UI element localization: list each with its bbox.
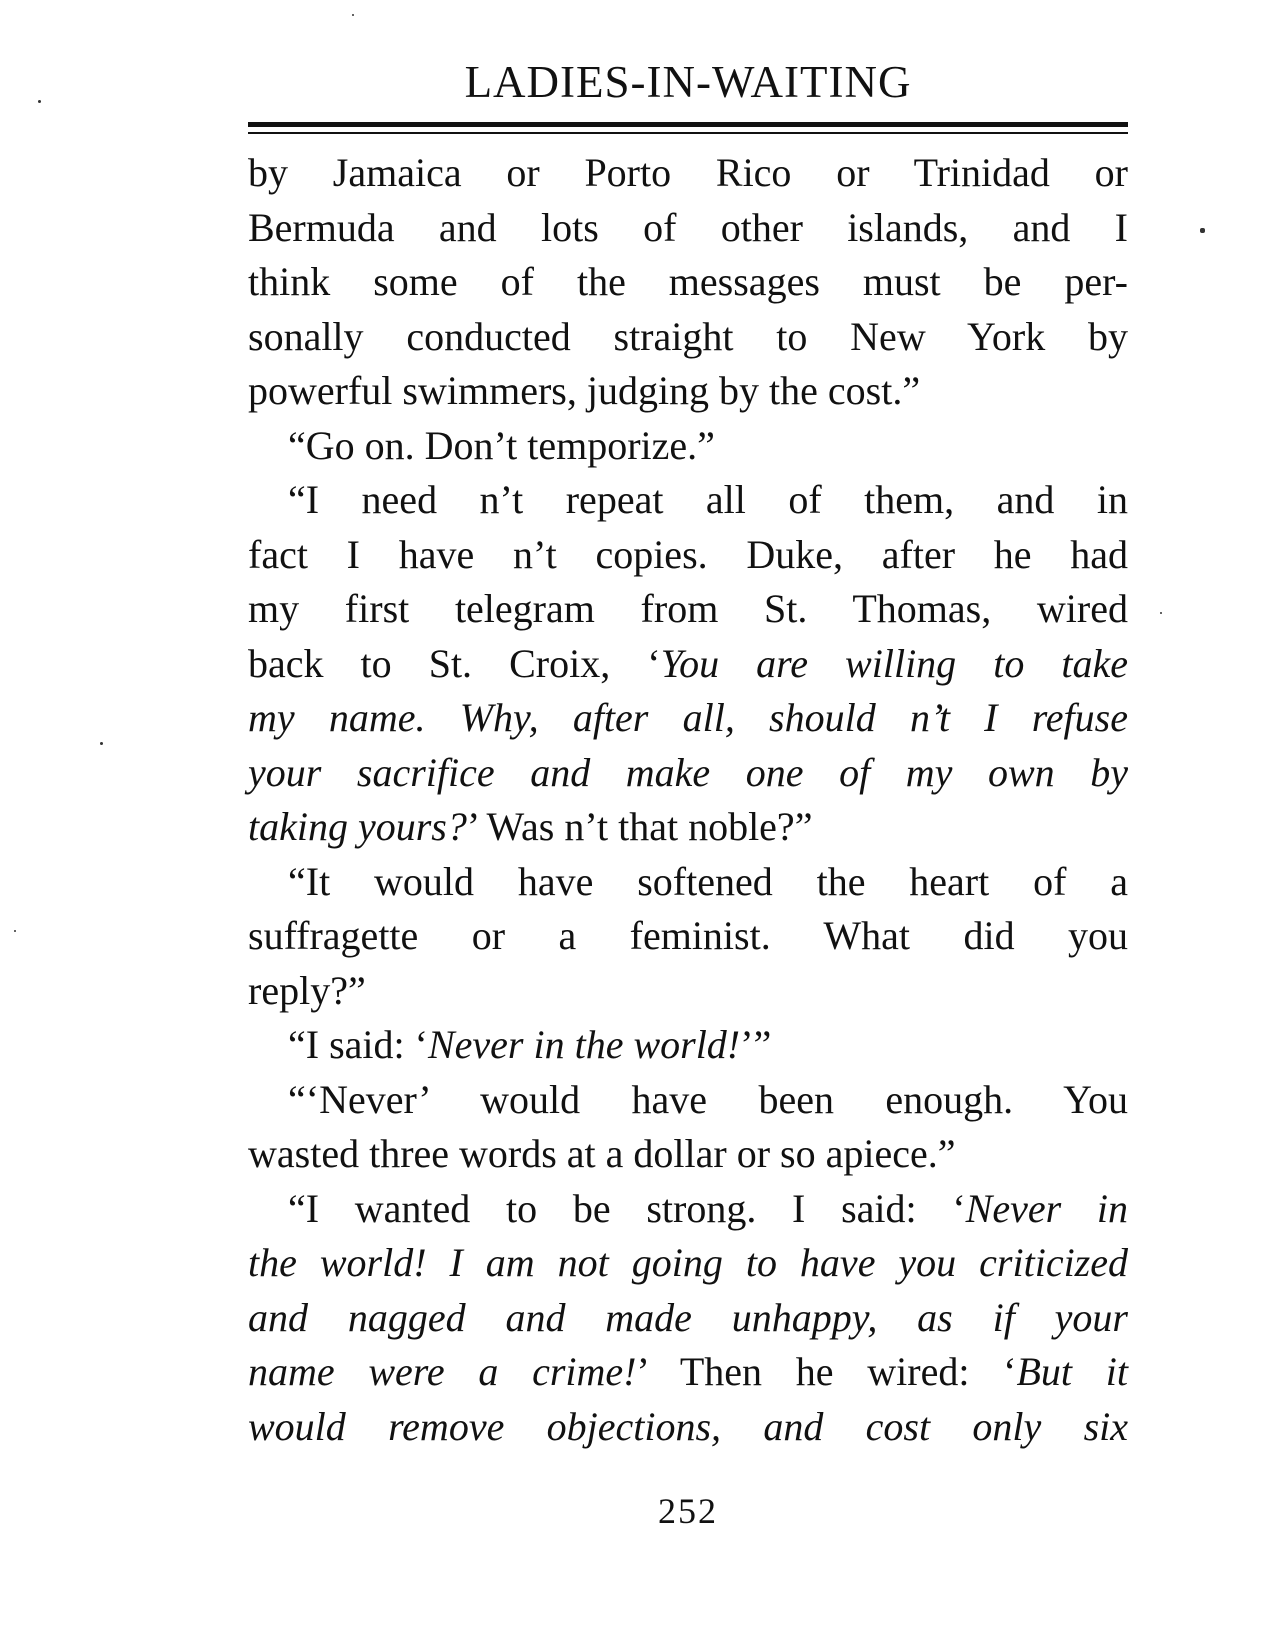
roman-text: back to St. Croix, ‘ [248, 640, 661, 686]
header-rule-thick [248, 122, 1128, 127]
text-line [248, 419, 1128, 474]
italic-text: Never in the world! [427, 1022, 741, 1067]
italic-text: would remove objections, and cost only six [248, 1403, 1128, 1449]
roman-text: “I need n’t repeat all of them, and in [288, 477, 1128, 522]
roman-text: “It would have softened the heart of a [288, 858, 1128, 904]
running-head: LADIES-IN-WAITING [464, 57, 912, 107]
roman-text: by Jamaica or Porto Rico or Trinidad or [248, 150, 1128, 195]
roman-text: fact I have n’t copies. Duke, after he had [248, 531, 1128, 577]
italic-text: But it [1016, 1349, 1129, 1394]
scan-speck [1200, 228, 1205, 233]
italic-text: my name. Why, after all, should n’t I refuse [248, 695, 1128, 740]
scan-speck [38, 100, 41, 103]
text-line [248, 1291, 1128, 1346]
roman-text: “Go on. Don’t temporize.” [288, 422, 715, 468]
text-line [248, 1400, 1128, 1455]
roman-text: powerful swimmers, judging by the cost.” [248, 368, 921, 413]
roman-text: think some of the messages must be per- [248, 259, 1128, 304]
page-number: 252 [658, 1491, 718, 1531]
text-line [248, 146, 1128, 201]
header-rule-thin [248, 132, 1128, 134]
text-line [248, 310, 1128, 365]
scan-speck [14, 930, 16, 932]
roman-text: sonally conducted straight to New York by [248, 313, 1128, 359]
text-line [248, 528, 1128, 583]
roman-text: wasted three words at a dollar or so apiece.” [248, 1131, 956, 1176]
italic-text: your sacrifice and make one of my own by [248, 749, 1128, 795]
roman-text: suffragette or a feminist. What did you [248, 913, 1128, 958]
text-line [248, 1182, 1128, 1237]
text-line [248, 255, 1128, 310]
text-line [248, 964, 1128, 1019]
roman-text: “I said: ‘ [288, 1022, 428, 1067]
text-line [248, 909, 1128, 964]
italic-text: the world! I am not going to have you criticized [248, 1240, 1128, 1285]
roman-text: ’ Then he wired: ‘ [636, 1349, 1017, 1394]
text-line [248, 1018, 1128, 1073]
text-line [248, 855, 1128, 910]
italic-text: name were a crime! [248, 1349, 637, 1394]
italic-text: taking yours? [248, 804, 467, 849]
italic-text: Never in [965, 1185, 1128, 1231]
text-line [248, 1127, 1128, 1182]
text-line [248, 1345, 1128, 1400]
text-line [248, 1236, 1128, 1291]
text-line [248, 364, 1128, 419]
roman-text: Bermuda and lots of other islands, and I [248, 204, 1128, 250]
scan-speck [352, 14, 354, 16]
text-line [248, 1073, 1128, 1128]
text-line [248, 473, 1128, 528]
text-line [248, 637, 1128, 692]
text-line [248, 800, 1128, 855]
text-line [248, 582, 1128, 637]
roman-text: ’” [740, 1022, 772, 1067]
text-line [248, 746, 1128, 801]
italic-text: You are willing to take [660, 640, 1128, 686]
text-line [248, 201, 1128, 256]
scan-speck [100, 742, 103, 745]
roman-text: “I wanted to be strong. I said: ‘ [288, 1185, 966, 1231]
roman-text: my first telegram from St. Thomas, wired [248, 586, 1128, 631]
roman-text: “‘Never’ would have been enough. You [288, 1076, 1128, 1122]
text-line [248, 691, 1128, 746]
scan-speck [1160, 612, 1162, 614]
roman-text: reply?” [248, 967, 366, 1013]
roman-text: ’ Was n’t that noble?” [466, 804, 813, 849]
body-text [248, 146, 1128, 1454]
italic-text: and nagged and made unhappy, as if your [248, 1294, 1128, 1340]
